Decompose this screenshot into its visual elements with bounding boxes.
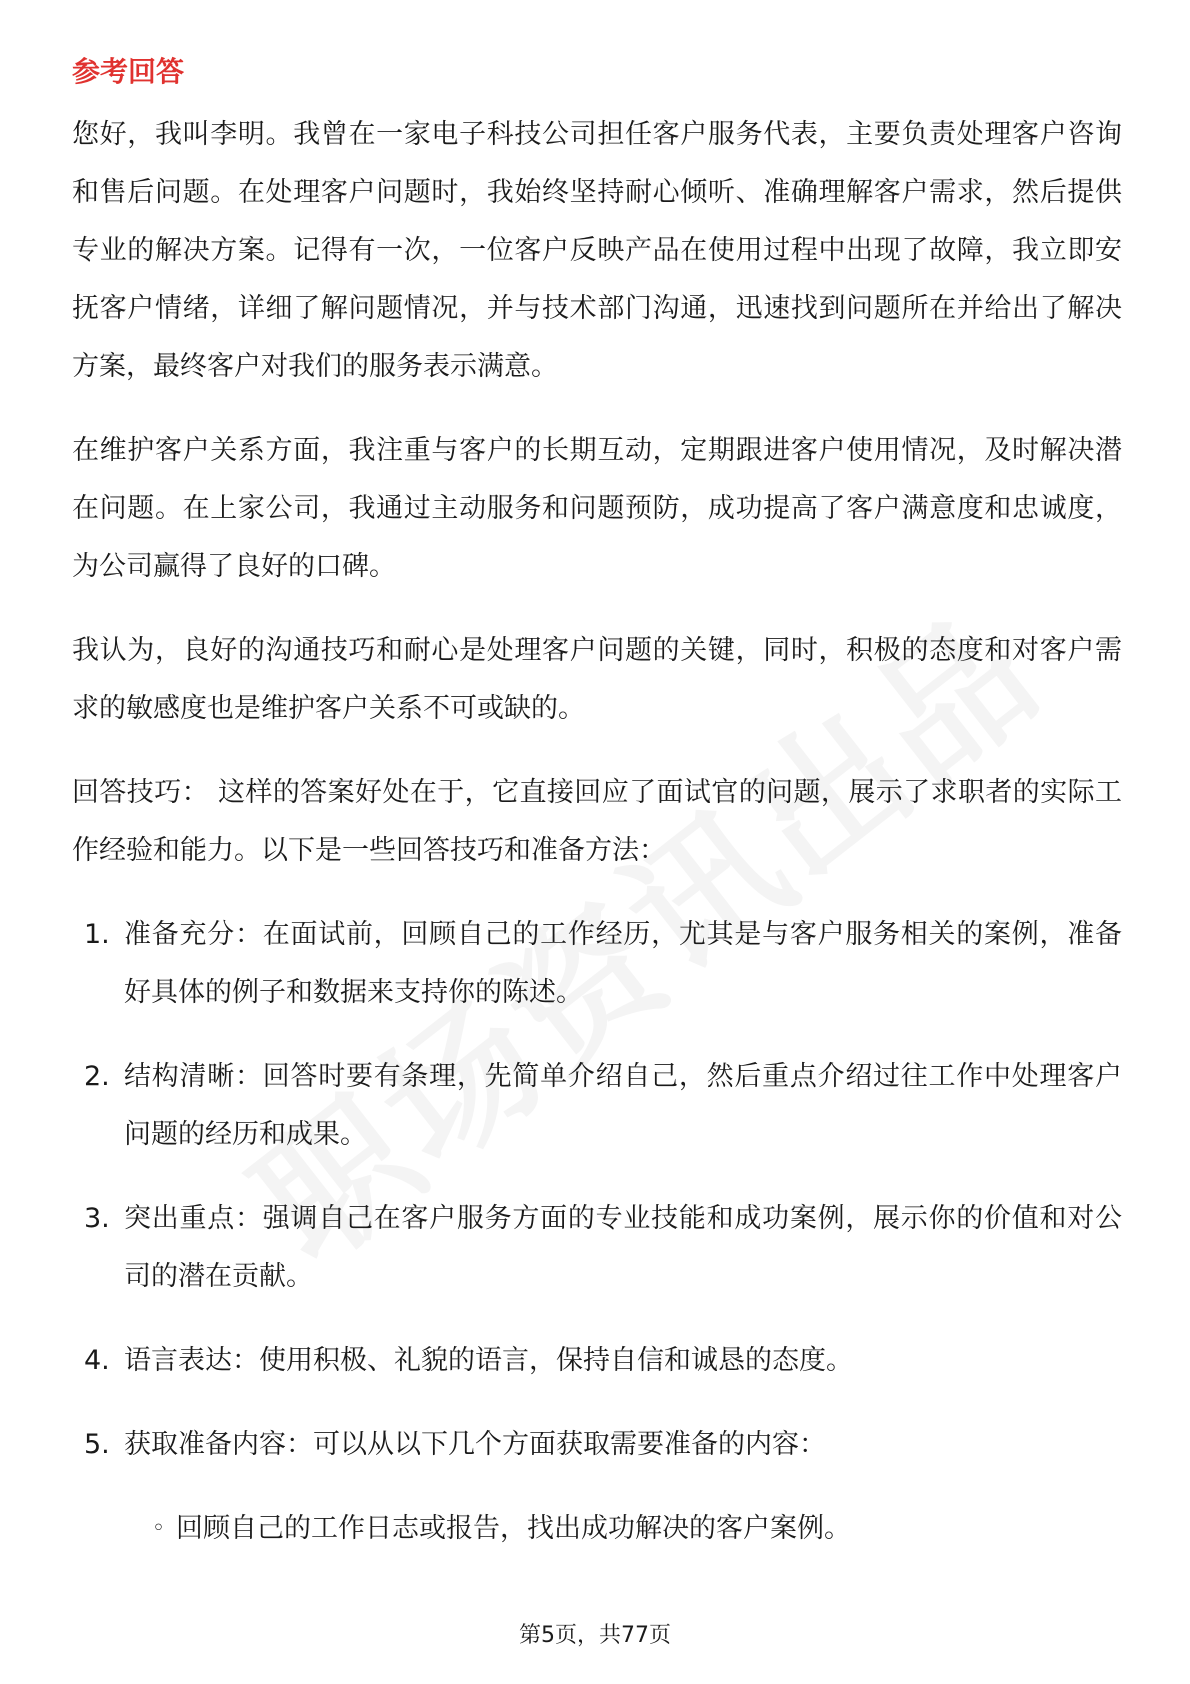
bullet-icon: ◦: [152, 1516, 165, 1541]
list-text: 语言表达：使用积极、礼貌的语言，保持自信和诚恳的态度。: [124, 1345, 853, 1376]
sub-list-item: [72, 1500, 1122, 1558]
list-item: [72, 906, 1122, 1022]
sub-list-text: 回顾自己的工作日志或报告，找出成功解决的客户案例。: [176, 1513, 851, 1544]
list-text: 获取准备内容：可以从以下几个方面获取需要准备的内容：: [124, 1429, 826, 1460]
list-item: [72, 1048, 1122, 1164]
list-text: 结构清晰：回答时要有条理，先简单介绍自己，然后重点介绍过往工作中处理客户问题的经历和成果。: [124, 1061, 1122, 1150]
paragraph-opinion: 我认为，良好的沟通技巧和耐心是处理客户问题的关键，同时，积极的态度和对客户需求的敏感度也是维护客户关系不可或缺的。: [72, 635, 1122, 724]
sub-list: [72, 1500, 1122, 1558]
list-text: 准备充分：在面试前，回顾自己的工作经历，尤其是与客户服务相关的案例，准备好具体的例子和数据来支持你的陈述。: [124, 919, 1122, 1008]
list-number: 1.: [84, 919, 110, 950]
page-number: 第5页，共77页: [519, 1623, 671, 1648]
paragraph-intro: 您好，我叫李明。我曾在一家电子科技公司担任客户服务代表，主要负责处理客户咨询和售后问题。在处理客户问题时，我始终坚持耐心倾听、准确理解客户需求，然后提供专业的解决方案。记得有一次，一位客户反映产品在使用过程中出现了故障，我立即安抚客户情绪，详细了解问题情况，并与技术部门沟通，迅速找到问题所在并给出了解决方案，最终客户对我们的服务表示满意。: [72, 119, 1122, 382]
section-heading: 参考回答: [72, 55, 185, 88]
tips-list: [72, 906, 1122, 1474]
paragraph-relationship: 在维护客户关系方面，我注重与客户的长期互动，定期跟进客户使用情况，及时解决潜在问题。在上家公司，我通过主动服务和问题预防，成功提高了客户满意度和忠诚度，为公司赢得了良好的口碑。: [72, 435, 1122, 582]
paragraph-tips: 回答技巧： 这样的答案好处在于，它直接回应了面试官的问题，展示了求职者的实际工作经验和能力。以下是一些回答技巧和准备方法：: [72, 777, 1122, 866]
list-item: [72, 1332, 1122, 1390]
list-number: 4.: [84, 1345, 110, 1376]
list-item: [72, 1416, 1122, 1474]
list-number: 2.: [84, 1061, 110, 1092]
list-text: 突出重点：强调自己在客户服务方面的专业技能和成功案例，展示你的价值和对公司的潜在贡献。: [124, 1203, 1122, 1292]
page-content: [72, 50, 1122, 1558]
list-number: 3.: [84, 1203, 110, 1234]
list-number: 5.: [84, 1429, 110, 1460]
list-item: [72, 1190, 1122, 1306]
